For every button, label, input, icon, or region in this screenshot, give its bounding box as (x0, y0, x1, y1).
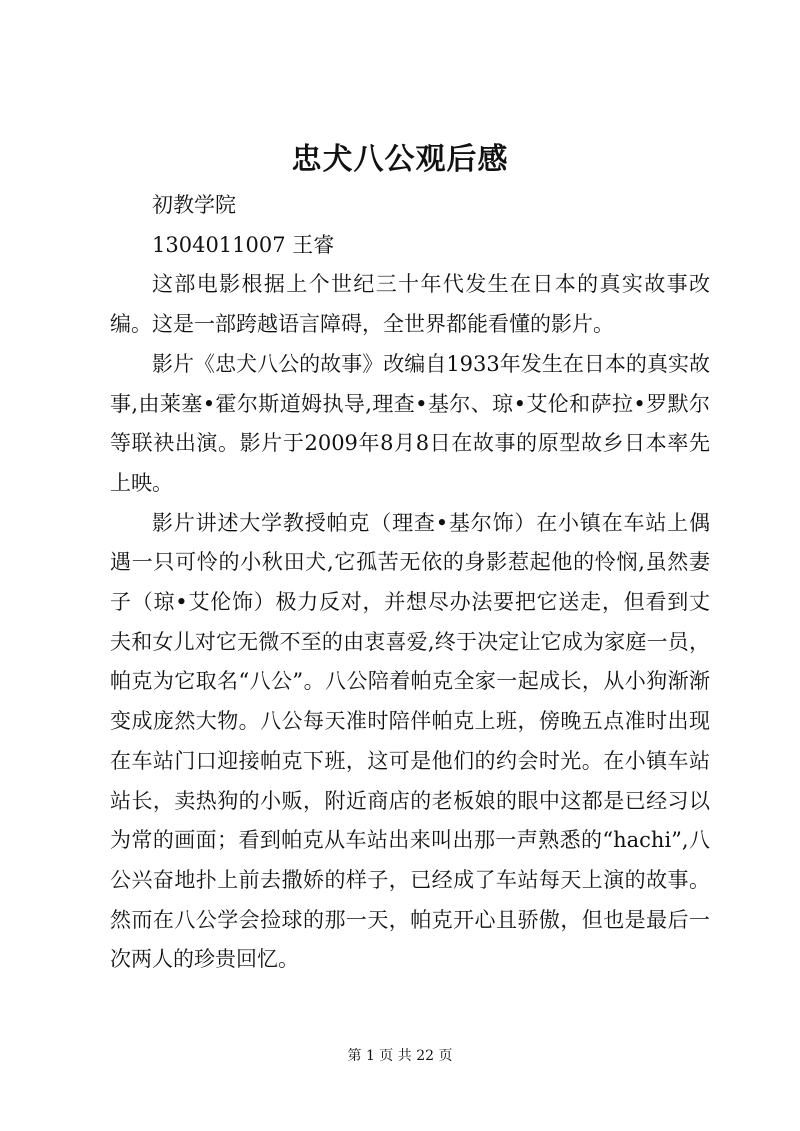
document-body (110, 186, 710, 980)
paragraph-intro: 这部电影根据上个世纪三十年代发生在日本的真实故事改编。这是一部跨越语言障碍，全世界都能看懂的影片。 (110, 272, 710, 337)
paragraph-background: 影片《忠犬八公的故事》改编自1933年发生在日本的真实故事,由莱塞•霍尔斯道姆执导,理查•基尔、琼•艾伦和萨拉•罗默尔等联袂出演。影片于2009年8月8日在故事的原型故乡日本率先上映。 (110, 351, 710, 495)
page-title: 忠犬八公观后感 (291, 142, 509, 177)
page-footer: 第 1 页 共 22 页 (347, 1048, 453, 1064)
paragraph-plot: 影片讲述大学教授帕克（理查•基尔饰）在小镇在车站上偶遇一只可怜的小秋田犬,它孤苦无依的身影惹起他的怜悯,虽然妻子（琼•艾伦饰）极力反对，并想尽办法要把它送走，但看到丈夫和女儿对它无微不至的由衷喜爱,终于决定让它成为家庭一员，帕克为它取名“八公”。八公陪着帕克全家一起成长，从小狗渐渐变成庞然大物。八公每天准时陪伴帕克上班，傍晚五点准时出现在车站门口迎接帕克下班，这可是他们的约会时光。在小镇车站站长，卖热狗的小贩，附近商店的老板娘的眼中这都是已经习以为常的画面；看到帕克从车站出来叫出那一声熟悉的“hachi”,八公兴奋地扑上前去撒娇的样子，已经成了车站每天上演的故事。然而在八公学会捡球的那一天，帕克开心且骄傲，但也是最后一次两人的珍贵回忆。 (110, 510, 710, 972)
author-line: 1304011007 王睿 (152, 232, 335, 257)
affiliation-line: 初教学院 (152, 193, 236, 217)
